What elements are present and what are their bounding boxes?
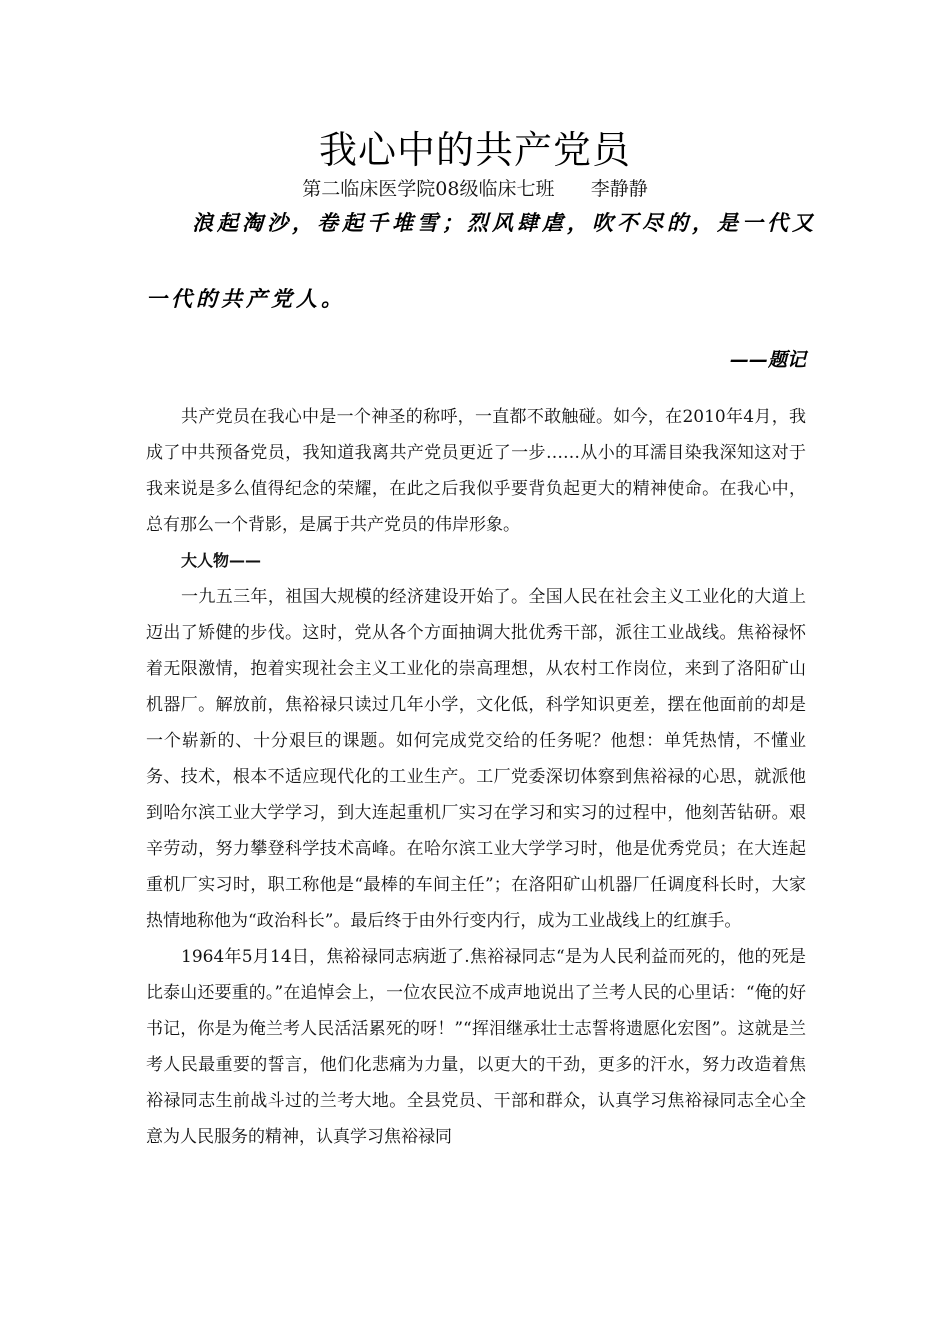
epigraph-signoff: ——题记 (729, 349, 806, 371)
document-title: 我心中的共产党员 (318, 128, 631, 172)
body-paragraph: 1964年5月14日，焦裕禄同志病逝了.焦裕禄同志“是为人民利益而死的，他的死是比泰山还要重的。”在追悼会上，一位农民泣不成声地说出了兰考人民的心里话：“俺的好书记，你是为俺兰考人民活活累死的呀！”“挥泪继承壮士志誓将遗愿化宏图”。这就是兰考人民最重要的誓言，他们化悲痛为力量，以更大的干劲，更多的汗水，努力改造着焦裕禄同志生前战斗过的兰考大地。全县党员、干部和群众，认真学习焦裕禄同志全心全意为人民服务的精神，认真学习焦裕禄同 (146, 947, 806, 1147)
epigraph-line-1: 浪起淘沙，卷起千堆雪；烈风肆虐，吹不尽的，是一代又 (192, 211, 817, 235)
section-heading: 大人物—— (181, 551, 262, 570)
author-byline: 第二临床医学院08级临床七班 李静静 (302, 178, 648, 200)
body-paragraph: 一九五三年，祖国大规模的经济建设开始了。全国人民在社会主义工业化的大道上迈出了矫健的步伐。这时，党从各个方面抽调大批优秀干部，派往工业战线。焦裕禄怀着无限激情，抱着实现社会主义工业化的崇高理想，从农村工作岗位，来到了洛阳矿山机器厂。解放前，焦裕禄只读过几年小学，文化低，科学知识更差，摆在他面前的却是一个崭新的、十分艰巨的课题。如何完成党交给的任务呢？他想：单凭热情，不懂业务、技术，根本不适应现代化的工业生产。工厂党委深切体察到焦裕禄的心思，就派他到哈尔滨工业大学学习，到大连起重机厂实习在学习和实习的过程中，他刻苦钻研。艰辛劳动，努力攀登科学技术高峰。在哈尔滨工业大学学习时，他是优秀党员；在大连起重机厂实习时，职工称他是“最棒的车间主任”；在洛阳矿山机器厂任调度科长时，大家热情地称他为“政治科长”。最后终于由外行变内行，成为工业战线上的红旗手。 (146, 587, 806, 931)
document-body (146, 399, 806, 1155)
epigraph-line-2: 一代的共产党人。 (146, 287, 346, 311)
body-paragraph: 共产党员在我心中是一个神圣的称呼，一直都不敢触碰。如今，在2010年4月，我成了中共预备党员，我知道我离共产党员更近了一步……从小的耳濡目染我深知这对于我来说是多么值得纪念的荣耀，在此之后我似乎要背负起更大的精神使命。在我心中，总有那么一个背影，是属于共产党员的伟岸形象。 (146, 407, 806, 535)
